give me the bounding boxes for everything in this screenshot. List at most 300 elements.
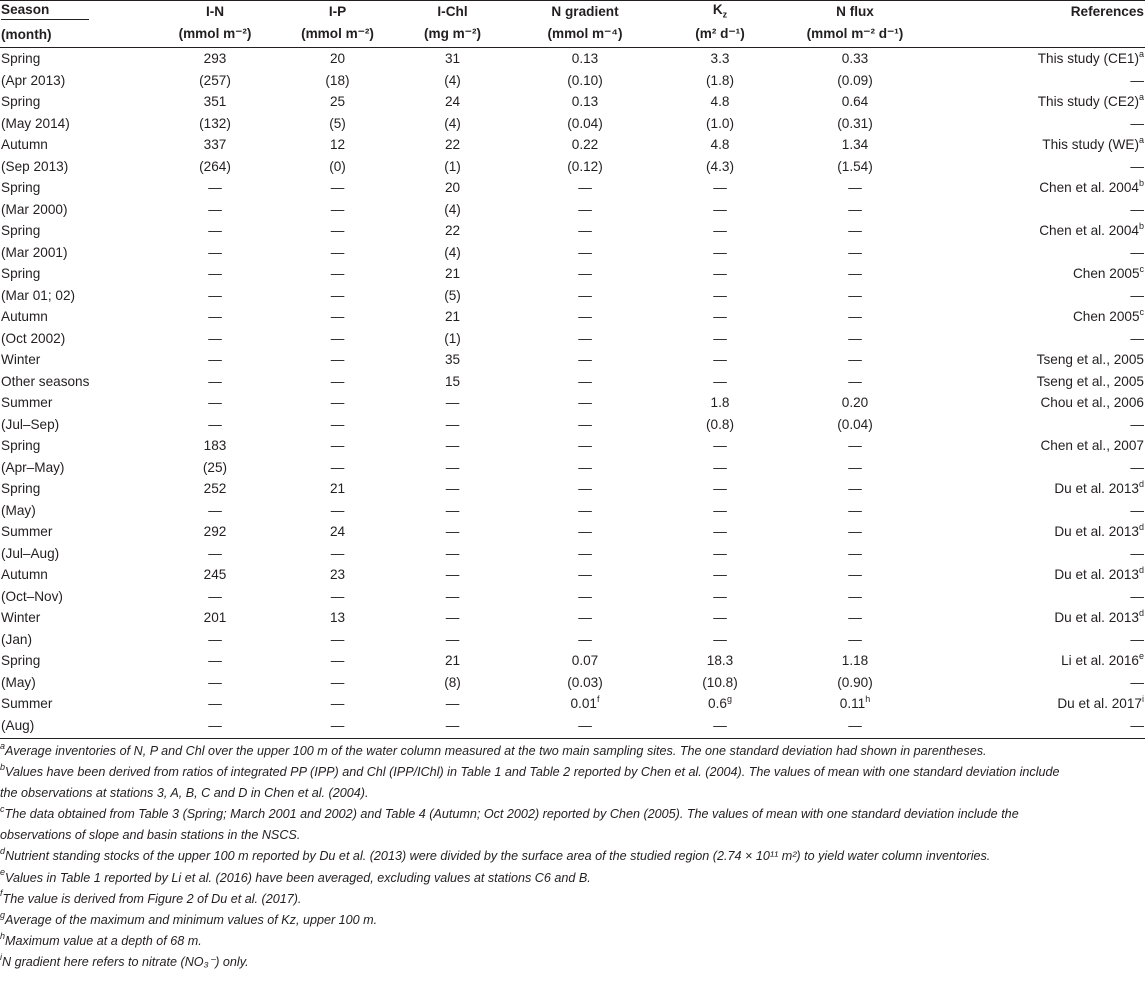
cell-ichl: (1) [444, 330, 461, 346]
cell-ref: This study $(CE2)^a$ [1037, 91, 1144, 110]
cell-ichl: — [445, 588, 460, 604]
cell-ngrad: — [578, 459, 592, 475]
cell-ip: 20 [329, 51, 346, 67]
table-row [0, 134, 1145, 156]
cell-season: (Jul–Aug) [1, 545, 60, 561]
cell-kz: (1.8) [706, 72, 734, 88]
cell-ngrad: — [578, 631, 592, 647]
cell-ip: — [330, 395, 345, 411]
cell-ref: — [1130, 631, 1144, 647]
table-row [0, 242, 1145, 264]
cell-ip: — [330, 438, 345, 454]
cell-in: — [208, 373, 222, 389]
cell-ref: Chen 2005$^c$ [1072, 263, 1144, 282]
unit-month: (month) [0, 21, 150, 48]
cell-kz: — [713, 459, 727, 475]
cell-nflux: 0.64 [841, 94, 869, 110]
cell-ichl: — [445, 502, 460, 518]
cell-season: (Mar 2000) [1, 201, 68, 217]
cell-in: — [208, 266, 222, 282]
cell-kz: 0.6$^g$ [708, 693, 732, 712]
footnote-line: $^d$Nutrient standing stocks of the upper 100 m reported by Du et al. (2013) were divided by the surface area of the studied region (2.74 × 10¹¹ m²) to yield water column inventories. [0, 846, 991, 864]
footnote-mark: b [1138, 177, 1144, 188]
cell-ngrad: — [578, 180, 592, 196]
cell-season: Spring [1, 94, 41, 110]
cell-in: — [208, 674, 222, 690]
cell-in: — [208, 502, 222, 518]
cell-ip: 12 [329, 137, 346, 153]
cell-season: (Aug) [1, 717, 35, 733]
cell-ichl: — [445, 545, 460, 561]
cell-ref: This study (WE)$^a$ [1042, 134, 1144, 153]
cell-ichl: — [445, 416, 460, 432]
cell-in: 337 [203, 137, 227, 153]
footnote-line: the observations at stations 3, A, B, C and D in Chen et al. (2004). [0, 786, 369, 801]
cell-nflux: — [848, 201, 862, 217]
cell-ichl: — [445, 438, 460, 454]
cell-season: Spring [1, 223, 41, 239]
cell-ngrad: — [578, 502, 592, 518]
cell-ip: — [330, 201, 345, 217]
cell-season: (May 2014) [1, 115, 70, 131]
cell-ichl: 22 [444, 223, 461, 239]
cell-season: Spring [1, 266, 41, 282]
cell-ngrad: 0.07 [571, 653, 599, 669]
table-body [0, 48, 1145, 737]
unit-references [930, 21, 1145, 48]
cell-season: Summer [1, 524, 53, 540]
cell-ichl: (4) [444, 201, 461, 217]
cell-ichl: (1) [444, 158, 461, 174]
cell-ngrad: — [578, 610, 592, 626]
cell-season: (Mar 2001) [1, 244, 68, 260]
cell-in: — [208, 696, 222, 712]
cell-kz: (4.3) [706, 158, 734, 174]
table-row [0, 349, 1145, 371]
cell-season: (Apr 2013) [1, 72, 66, 88]
cell-in: — [208, 631, 222, 647]
cell-ichl: 22 [444, 137, 461, 153]
cell-ref: — [1130, 459, 1144, 475]
cell-ngrad: 0.13 [571, 51, 599, 67]
cell-season: Spring [1, 438, 41, 454]
cell-season: (Mar 01; 02) [1, 287, 76, 303]
footnote-mark: g [726, 693, 732, 704]
header-season: Season [0, 1, 150, 22]
table-header [0, 1, 1145, 48]
cell-ngrad: — [578, 717, 592, 733]
table-row [0, 521, 1145, 543]
cell-ichl: (4) [444, 72, 461, 88]
cell-season: Spring [1, 653, 41, 669]
cell-ref: Chen et al., 2007 [1040, 438, 1144, 454]
cell-ip: — [330, 717, 345, 733]
cell-kz: — [713, 309, 727, 325]
cell-kz: — [713, 567, 727, 583]
footnote-line: $^a$Average inventories of N, P and Chl over the upper 100 m of the water column measured at the two main sampling sites. The one standard deviation had shown in parentheses. [0, 740, 987, 758]
cell-ref: — [1130, 588, 1144, 604]
cell-in: (264) [199, 158, 231, 174]
cell-kz: — [713, 287, 727, 303]
cell-ref: — [1130, 72, 1144, 88]
cell-ngrad: 0.01$^f$ [570, 693, 600, 712]
cell-ip: — [330, 588, 345, 604]
cell-ichl: 31 [444, 51, 461, 67]
footnote-line: $^e$Values in Table 1 reported by Li et al. (2016) have been averaged, excluding values at stations C6 and B. [0, 867, 591, 885]
cell-kz: 3.3 [710, 51, 730, 67]
cell-ref: — [1130, 244, 1144, 260]
cell-ip: — [330, 631, 345, 647]
cell-kz: 4.8 [710, 137, 730, 153]
cell-nflux: — [848, 244, 862, 260]
cell-ichl: — [445, 524, 460, 540]
table-row [0, 564, 1145, 586]
cell-ip: 13 [329, 610, 346, 626]
cell-ip: 25 [329, 94, 346, 110]
cell-ngrad: — [578, 588, 592, 604]
unit-kz: (m² d⁻¹) [660, 21, 780, 48]
cell-kz: — [713, 588, 727, 604]
footnote-mark: c [1139, 263, 1144, 274]
cell-in: — [208, 395, 222, 411]
cell-ip: — [330, 653, 345, 669]
table-row [0, 650, 1145, 672]
footnote-mark: d [1138, 478, 1144, 489]
cell-season: (Oct 2002) [1, 330, 66, 346]
cell-in: 245 [203, 567, 227, 583]
cell-ngrad: — [578, 352, 592, 368]
cell-ichl: — [445, 481, 460, 497]
cell-in: 293 [203, 51, 227, 67]
cell-in: — [208, 545, 222, 561]
cell-ref: Du et al. 2017$^i$ [1057, 693, 1144, 712]
cell-season: Autumn [1, 309, 48, 325]
table-row [0, 48, 1145, 70]
cell-ngrad: — [578, 416, 592, 432]
cell-ngrad: (0.04) [567, 115, 603, 131]
table-row [0, 285, 1145, 307]
cell-in: 183 [203, 438, 227, 454]
table-row [0, 435, 1145, 457]
cell-ngrad: 0.13 [571, 94, 599, 110]
footnote-line: $^f$The value is derived from Figure 2 of Du et al. (2017). [0, 888, 302, 906]
cell-in: (132) [199, 115, 231, 131]
cell-nflux: — [848, 717, 862, 733]
cell-ref: Chen 2005$^c$ [1072, 306, 1144, 325]
footnote-mark: d [1138, 607, 1144, 618]
cell-ref: Li et al. 2016e [1061, 650, 1144, 669]
cell-season: (Sep 2013) [1, 158, 69, 174]
cell-nflux: — [848, 223, 862, 239]
unit-ip: (mmol m⁻²) [280, 21, 395, 48]
cell-ref: Du et al. 2013$^d$ [1054, 607, 1144, 626]
cell-in: — [208, 287, 222, 303]
footnote-mark: i [1142, 693, 1144, 704]
cell-kz: — [713, 524, 727, 540]
cell-kz: — [713, 610, 727, 626]
cell-in: — [208, 309, 222, 325]
cell-season: Spring [1, 180, 41, 196]
table-row [0, 586, 1145, 608]
cell-ref: Chou et al., 2006 [1040, 395, 1144, 411]
cell-ip: — [330, 416, 345, 432]
header-ichl: I-Chl [395, 1, 510, 22]
table-row [0, 371, 1145, 393]
cell-ichl: 24 [444, 94, 461, 110]
cell-ref: — [1130, 330, 1144, 346]
cell-ip: — [330, 287, 345, 303]
unit-in: (mmol m⁻²) [150, 21, 280, 48]
table-row [0, 392, 1145, 414]
table-row [0, 457, 1145, 479]
cell-ref: — [1130, 717, 1144, 733]
cell-ngrad: (0.03) [567, 674, 603, 690]
cell-nflux: 1.18 [841, 653, 869, 669]
cell-ngrad: 0.22 [571, 137, 599, 153]
cell-ip: — [330, 545, 345, 561]
cell-nflux: 0.20 [841, 395, 869, 411]
unit-ichl: (mg m⁻²) [395, 21, 510, 48]
footnote-mark: a [1138, 91, 1144, 102]
cell-ip: — [330, 459, 345, 475]
cell-season: Winter [1, 352, 41, 368]
cell-ref: — [1130, 502, 1144, 518]
table-row [0, 220, 1145, 242]
footnote-line: $^c$The data obtained from Table 3 (Spring; March 2001 and 2002) and Table 4 (Autumn; Oct 2002) reported by Chen (2005). The values of mean with one standard deviation include the [0, 804, 1019, 822]
cell-kz: — [713, 180, 727, 196]
cell-season: Other seasons [1, 373, 90, 389]
footnote-mark: e [1138, 650, 1144, 661]
cell-ref: — [1130, 416, 1144, 432]
cell-ngrad: — [578, 438, 592, 454]
header-ngrad: N gradient [510, 1, 660, 22]
footnote-mark: b [1138, 220, 1144, 231]
cell-ip: (18) [325, 72, 350, 88]
cell-ip: (5) [329, 115, 346, 131]
header-nflux: N flux [780, 1, 930, 22]
table-row [0, 693, 1145, 715]
cell-ref: Chen et al. 2004$^b$ [1039, 177, 1144, 196]
cell-kz: — [713, 352, 727, 368]
cell-ngrad: — [578, 567, 592, 583]
cell-kz: — [713, 717, 727, 733]
cell-ref: Du et al. 2013$^d$ [1054, 478, 1144, 497]
cell-ichl: (8) [444, 674, 461, 690]
table-row [0, 199, 1145, 221]
cell-ichl: — [445, 459, 460, 475]
cell-ngrad: — [578, 244, 592, 260]
cell-ip: — [330, 244, 345, 260]
cell-in: (25) [202, 459, 228, 475]
cell-nflux: — [848, 545, 862, 561]
cell-ip: — [330, 309, 345, 325]
cell-season: Autumn [1, 567, 48, 583]
cell-ngrad: — [578, 223, 592, 239]
cell-nflux: — [848, 610, 862, 626]
cell-ichl: 21 [444, 653, 461, 669]
cell-in: — [208, 180, 222, 196]
footnote-line: $^b$Values have been derived from ratios of integrated PP (IPP) and Chl (IPP/IChl) in Table 1 and Table 2 reported by Chen et al. (2004). The values of mean with one standard deviation include [0, 761, 1060, 780]
cell-ref: — [1130, 545, 1144, 561]
cell-ngrad: — [578, 373, 592, 389]
cell-ngrad: — [578, 287, 592, 303]
cell-ngrad: — [578, 309, 592, 325]
cell-ngrad: — [578, 330, 592, 346]
cell-nflux: (0.90) [837, 674, 873, 690]
cell-ichl: 20 [444, 180, 461, 196]
table-row [0, 263, 1145, 285]
footnote-line: $^i$N gradient here refers to nitrate (NO₃⁻) only. [0, 951, 249, 969]
cell-kz: — [713, 266, 727, 282]
cell-nflux: (0.09) [837, 72, 873, 88]
cell-in: — [208, 201, 222, 217]
cell-in: — [208, 352, 222, 368]
footnote-mark: a [1138, 134, 1144, 145]
cell-in: — [208, 330, 222, 346]
cell-season: Summer [1, 395, 53, 411]
cell-nflux: (0.31) [837, 115, 873, 131]
footnote-mark: f [596, 693, 600, 704]
cell-nflux: — [848, 567, 862, 583]
cell-nflux: — [848, 330, 862, 346]
cell-nflux: — [848, 459, 862, 475]
cell-season: Spring [1, 51, 41, 67]
cell-season: (Jul–Sep) [1, 416, 60, 432]
cell-nflux: — [848, 180, 862, 196]
cell-in: (257) [199, 72, 231, 88]
cell-ichl: (5) [444, 287, 461, 303]
cell-kz: — [713, 502, 727, 518]
table-row [0, 543, 1145, 565]
header-kz: $K_z$ [660, 1, 780, 22]
cell-nflux: — [848, 481, 862, 497]
cell-kz: — [713, 223, 727, 239]
cell-kz: (1.0) [706, 115, 734, 131]
cell-ref: Du et al. 2013$^d$ [1054, 564, 1144, 583]
cell-ip: 24 [329, 524, 346, 540]
cell-ref: Du et al. 2013$^d$ [1054, 521, 1144, 540]
cell-in: 292 [203, 524, 227, 540]
cell-season: (Apr–May) [1, 459, 65, 475]
cell-nflux: — [848, 309, 862, 325]
cell-in: — [208, 653, 222, 669]
cell-ichl: 15 [444, 373, 461, 389]
cell-ref: — [1130, 115, 1144, 131]
cell-ref: Chen et al. 2004$^b$ [1039, 220, 1144, 239]
cell-ref: Tseng et al., 2005 [1036, 352, 1144, 368]
cell-ip: — [330, 674, 345, 690]
cell-season: (Oct–Nov) [1, 588, 63, 604]
cell-ref: This study $(CE1)^a$ [1037, 48, 1144, 67]
footnote-line: $^h$Maximum value at a depth of 68 m. [0, 930, 202, 948]
cell-ip: — [330, 180, 345, 196]
cell-ichl: — [445, 610, 460, 626]
cell-ichl: (4) [444, 115, 461, 131]
cell-kz: — [713, 631, 727, 647]
footnote-mark: h [865, 693, 871, 704]
table-row [0, 306, 1145, 328]
cell-ngrad: (0.10) [567, 72, 603, 88]
cell-ichl: 21 [444, 266, 461, 282]
cell-ngrad: — [578, 266, 592, 282]
unit-ngrad: (mmol m⁻⁴) [510, 21, 660, 48]
cell-ichl: (4) [444, 244, 461, 260]
cell-nflux: — [848, 631, 862, 647]
cell-season: (May) [1, 502, 36, 518]
cell-ip: — [330, 330, 345, 346]
cell-ref: — [1130, 201, 1144, 217]
cell-in: — [208, 223, 222, 239]
cell-season: Winter [1, 610, 41, 626]
table-row [0, 715, 1145, 737]
cell-ngrad: — [578, 395, 592, 411]
cell-ichl: — [445, 717, 460, 733]
cell-ngrad: — [578, 524, 592, 540]
table-row [0, 629, 1145, 651]
cell-ip: 21 [329, 481, 346, 497]
table-footnotes [0, 738, 1145, 973]
cell-ip: — [330, 696, 345, 712]
cell-in: 201 [203, 610, 227, 626]
cell-kz: (0.8) [706, 416, 734, 432]
cell-kz: — [713, 244, 727, 260]
table-row [0, 113, 1145, 135]
cell-ip: — [330, 373, 345, 389]
header-in: I-N [150, 1, 280, 22]
cell-nflux: 0.11$^h$ [839, 693, 871, 712]
table-row [0, 607, 1145, 629]
cell-kz: 18.3 [706, 653, 734, 669]
cell-ichl: 35 [444, 352, 461, 368]
table-row [0, 156, 1145, 178]
cell-ip: — [330, 223, 345, 239]
footnote-mark: d [1138, 564, 1144, 575]
cell-nflux: — [848, 438, 862, 454]
cell-nflux: (1.54) [837, 158, 873, 174]
cell-in: — [208, 588, 222, 604]
cell-nflux: 0.33 [841, 51, 869, 67]
cell-season: Autumn [1, 137, 48, 153]
cell-nflux: — [848, 588, 862, 604]
cell-ngrad: — [578, 481, 592, 497]
cell-nflux: — [848, 287, 862, 303]
cell-ip: 23 [329, 567, 346, 583]
cell-season: Spring [1, 481, 41, 497]
cell-ip: (0) [329, 158, 346, 174]
cell-kz: — [713, 201, 727, 217]
cell-kz: — [713, 481, 727, 497]
cell-in: 351 [203, 94, 227, 110]
table-row [0, 177, 1145, 199]
cell-kz: 4.8 [710, 94, 730, 110]
table-row [0, 478, 1145, 500]
footnote-line: $^g$Average of the maximum and minimum values of Kz, upper 100 m. [0, 909, 378, 927]
cell-ip: — [330, 266, 345, 282]
cell-ichl: — [445, 696, 460, 712]
footnote-mark: c [1139, 306, 1144, 317]
cell-nflux: — [848, 524, 862, 540]
cell-ref: — [1130, 674, 1144, 690]
cell-ref: — [1130, 287, 1144, 303]
cell-ngrad: — [578, 201, 592, 217]
cell-season: (May) [1, 674, 36, 690]
cell-nflux: — [848, 373, 862, 389]
unit-nflux: (mmol m⁻² d⁻¹) [780, 21, 930, 48]
cell-season: (Jan) [1, 631, 32, 647]
cell-nflux: (0.04) [837, 416, 873, 432]
footnote-line: observations of slope and basin stations in the NSCS. [0, 828, 301, 843]
table-row [0, 91, 1145, 113]
